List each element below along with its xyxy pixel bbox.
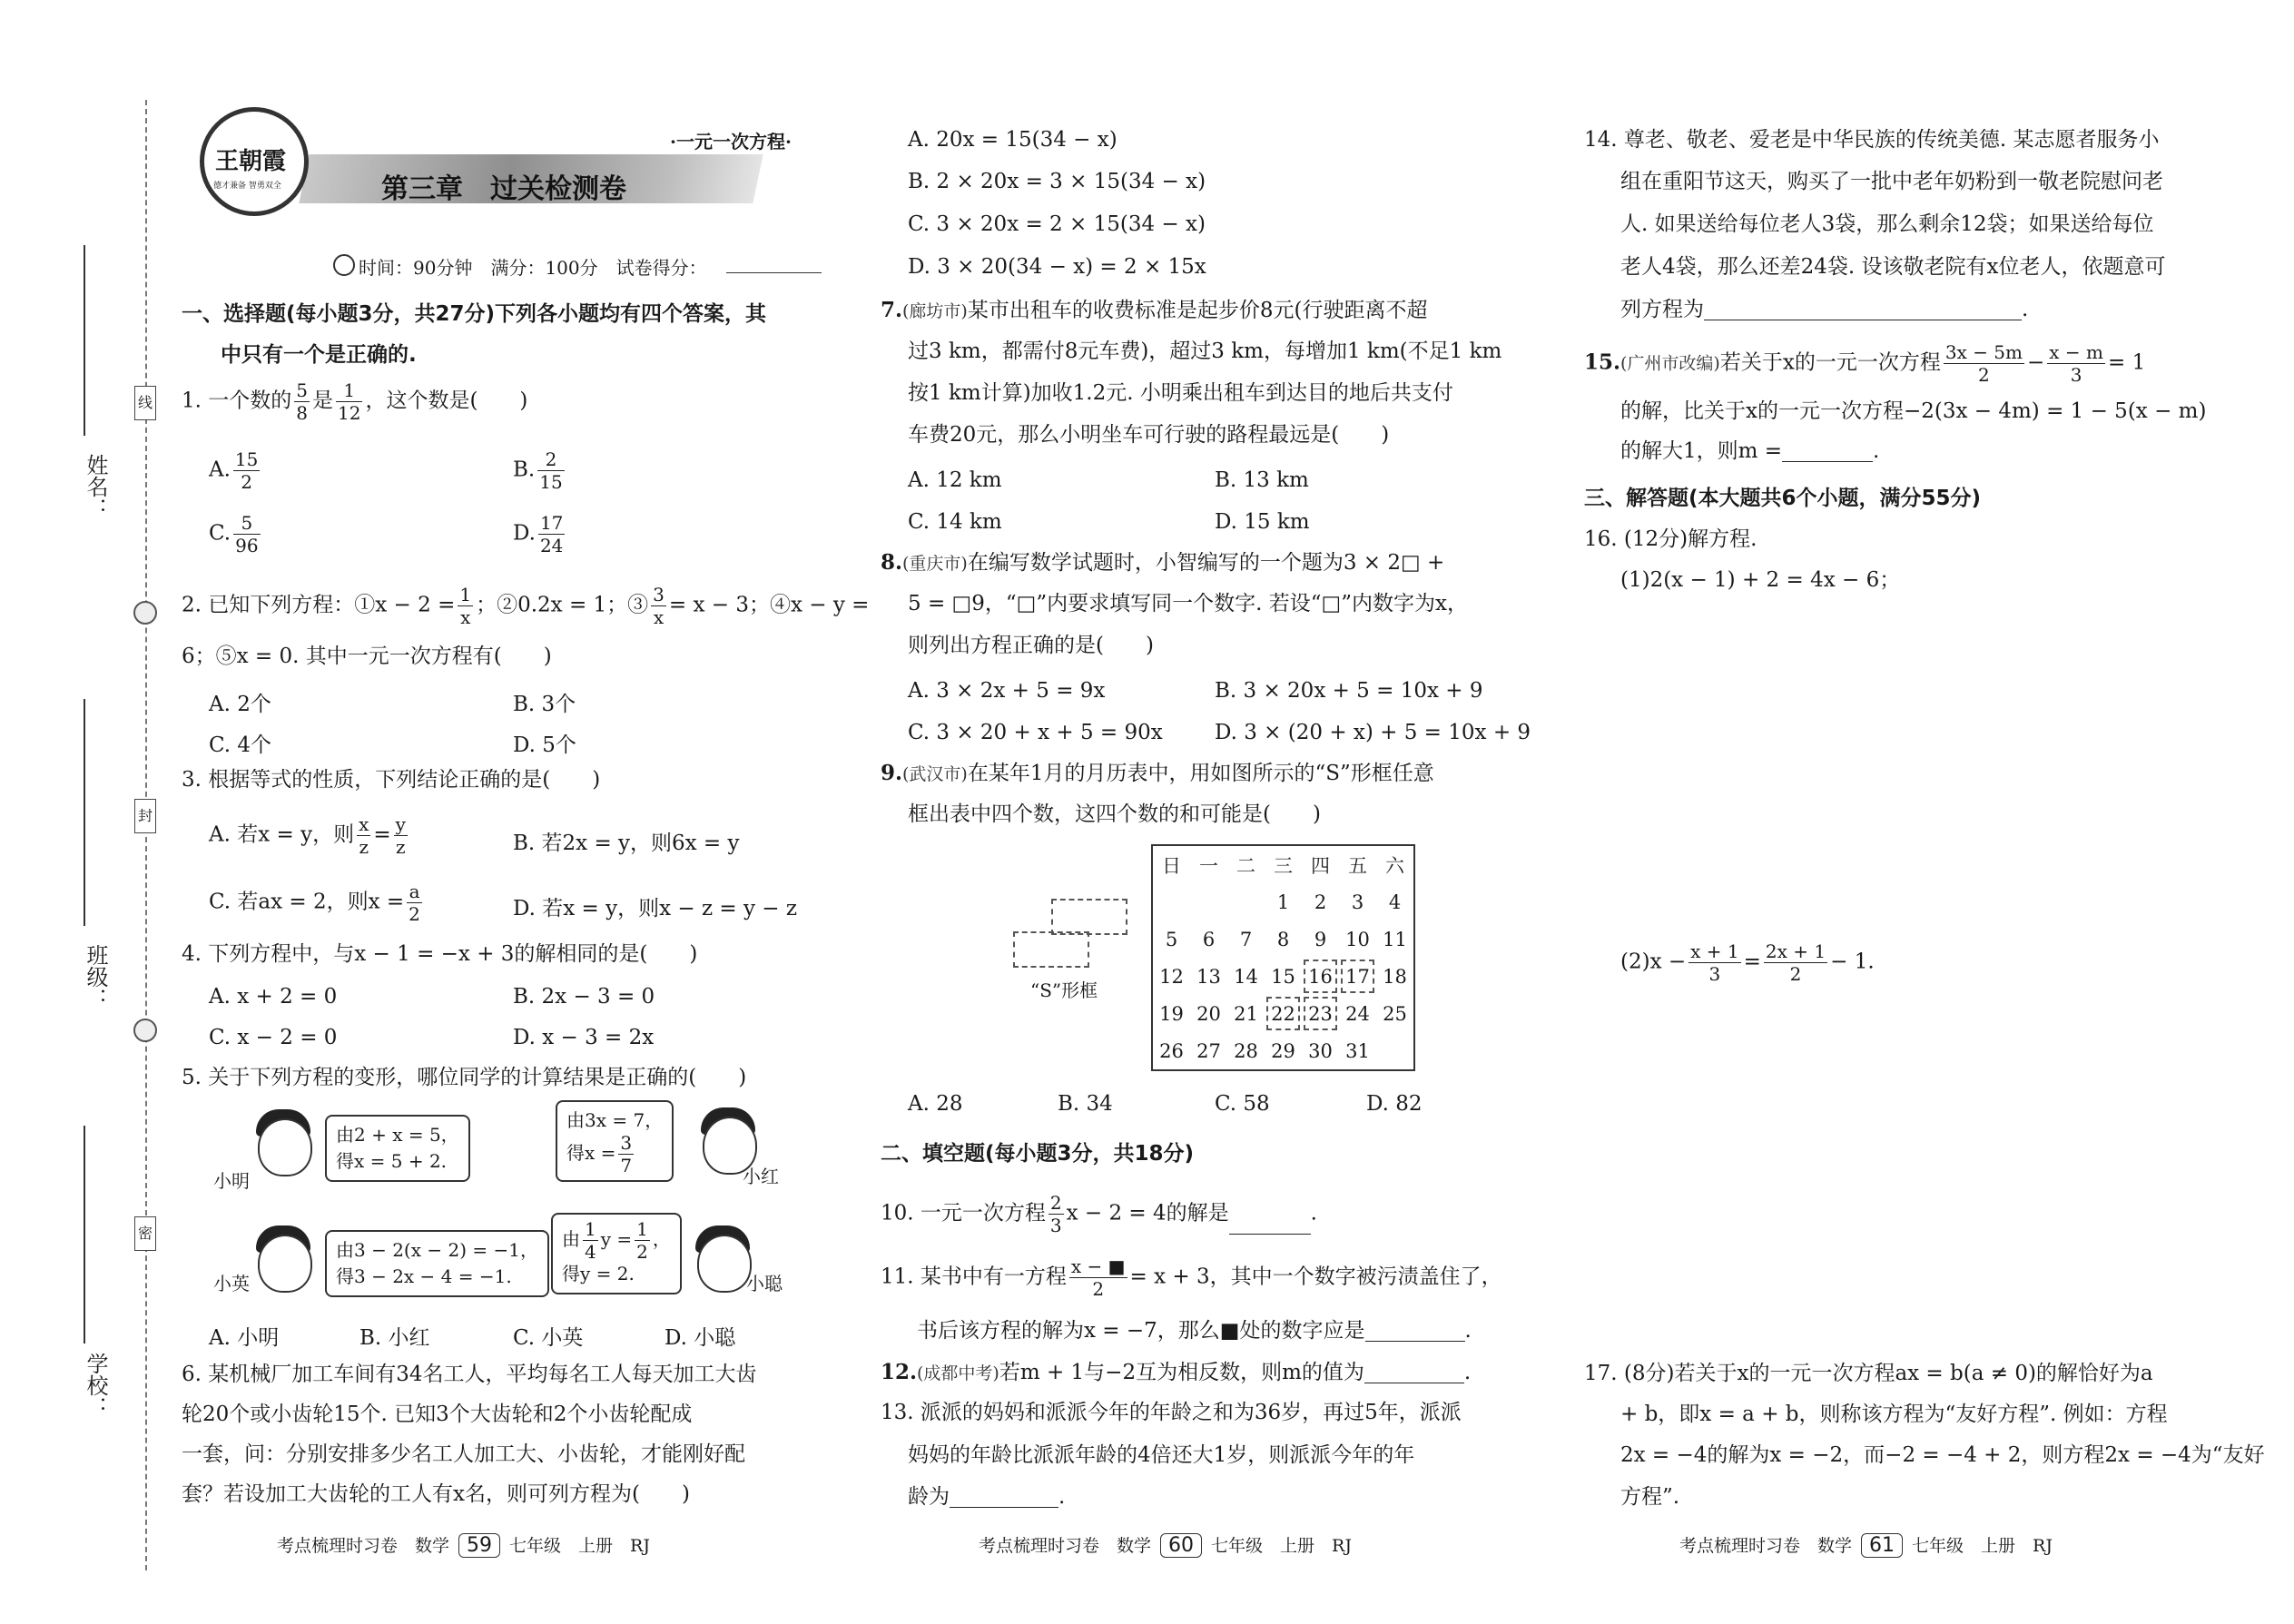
school-label: 学校： [83,1353,108,1418]
q4-option-d[interactable]: D. x − 3 = 2x [513,1026,655,1049]
q5-option-b[interactable]: B. 小红 [359,1326,430,1350]
q6-option-b[interactable]: B. 2 × 20x = 3 × 15(34 − x) [908,170,1206,193]
label-cong: 小聪 [746,1273,783,1294]
cal-cell: 18 [1383,965,1407,988]
label-hong: 小红 [743,1166,779,1187]
cal-head: 四 [1311,854,1330,877]
q2-option-d[interactable]: D. 5个 [513,733,576,757]
q8-option-a[interactable]: A. 3 × 2x + 5 = 9x [908,679,1106,703]
q2-option-c[interactable]: C. 4个 [209,733,272,757]
cal-cell [1376,1032,1414,1070]
q9-option-b[interactable]: B. 34 [1058,1092,1113,1116]
cal-head: 三 [1274,854,1293,877]
q1-option-c[interactable]: C. $\frac{5}{96}$ [209,512,259,556]
question-15-line2: 的解，比关于x的一元一次方程−2(3x − 4m) = 1 − 5(x − m) [1620,399,2207,423]
q15-answer-blank[interactable] [1782,443,1873,462]
cal-cell: 13 [1196,965,1221,988]
calendar-row [1152,1032,1414,1070]
question-13-line3: 龄为 . [908,1485,1066,1509]
question-17-line1: 17. (8分)若关于x的一元一次方程ax = b(a ≠ 0)的解恰好为a [1584,1362,2153,1385]
q9-option-c[interactable]: C. 58 [1215,1092,1270,1116]
question-9-line2: 框出表中四个数，这四个数的和可能是( ) [908,802,1321,826]
question-11-line2: 书后该方程的解为x = −7，那么■处的数字应是 . [917,1319,1472,1343]
cal-cell: 4 [1388,891,1402,913]
section1-heading: 一、选择题(每小题3分，共27分)下列各小题均有四个答案，其 [182,302,767,326]
section2-heading: 二、填空题(每小题3分，共18分) [881,1142,1195,1166]
label-ying: 小英 [213,1273,250,1294]
seal-motto: 德才兼备 智勇双全 [213,182,281,191]
question-7-line4: 车费20元，那么小明坐车可行驶的路程最远是( ) [908,423,1390,447]
cal-cell: 28 [1234,1039,1258,1062]
s-shape-top [1051,899,1127,935]
cal-cell: 12 [1159,965,1184,988]
q6-option-d[interactable]: D. 3 × 20(34 − x) = 2 × 15x [908,255,1206,279]
cal-cell-highlighted: 22 [1265,995,1302,1032]
q12-answer-blank[interactable] [1364,1364,1464,1383]
calendar-row [1152,958,1414,995]
cal-cell-highlighted: 17 [1339,958,1376,995]
cal-cell [1152,883,1190,920]
margin-mark-secret: 密 [134,1216,156,1251]
q3-option-a[interactable]: A. 若x = y，则 $\frac{x}{z}$ = $\frac{y}{z}$ [209,813,406,858]
question-15-line3: 的解大1，则m = . [1620,439,1880,463]
cal-cell: 20 [1196,1002,1221,1025]
q9-option-a[interactable]: A. 28 [908,1092,963,1116]
question-4: 4. 下列方程中，与x − 1 = −x + 3的解相同的是( ) [182,942,698,966]
q3-option-d[interactable]: D. 若x = y，则x − z = y − z [513,897,797,920]
cal-cell: 10 [1345,928,1370,950]
q14-answer-blank[interactable] [1704,301,2022,320]
question-14-line1: 14. 尊老、敬老、爱老是中华民族的传统美德. 某志愿者服务小 [1584,128,2160,152]
question-10: 10. 一元一次方程 $\frac{2}{3}$ x − 2 = 4的解是 . [881,1192,1317,1236]
question-11: 11. 某书中有一方程 $\frac{x - ■}{2}$ = x + 3，其中一个数字被污渍盖住了， [881,1255,1502,1300]
q6-option-a[interactable]: A. 20x = 15(34 − x) [908,128,1117,152]
question-17-line2: + b，即x = a + b，则称该方程为“友好方程”. 例如：方程 [1620,1403,2168,1426]
q2-option-b[interactable]: B. 3个 [513,693,576,716]
cal-cell: 7 [1239,928,1253,950]
question-7-line1: 7.(廊坊市)某市出租车的收费标准是起步价8元(行驶距离不超 [881,298,1428,322]
cal-cell: 29 [1271,1039,1295,1062]
q5-option-c[interactable]: C. 小英 [513,1326,584,1350]
bubble-ying: 由3 − 2(x − 2) = −1， 得3 − 2x − 4 = −1. [325,1230,549,1297]
class-label: 班级： [83,944,108,1009]
q1-option-d[interactable]: D. $\frac{17}{24}$ [513,512,564,556]
calendar-row [1152,883,1414,920]
cal-cell: 19 [1159,1002,1184,1025]
cal-cell: 26 [1159,1039,1184,1062]
q1-option-a[interactable]: A. $\frac{15}{2}$ [209,448,259,493]
kid-ying-icon [258,1235,312,1293]
question-14-line3: 人. 如果送给每位老人3袋，那么剩余12袋；如果送给每位 [1620,212,2154,236]
cal-cell: 11 [1383,928,1407,950]
bubble-cong: 由 $\frac{1}{4}$ y = $\frac{1}{2}$ ， 得y = 2. [551,1213,682,1294]
question-17-line3: 2x = −4的解为x = −2，而−2 = −4 + 2，则方程2x = −4为“友好 [1620,1443,2265,1467]
cal-cell: 15 [1271,965,1295,988]
cal-cell-highlighted: 16 [1302,958,1339,995]
question-9-line1: 9.(武汉市)在某年1月的月历表中，用如图所示的“S”形框任意 [881,761,1434,785]
q5-option-a[interactable]: A. 小明 [209,1326,280,1350]
question-16: 16. (12分)解方程. [1584,527,1757,551]
question-8-line3: 则列出方程正确的是( ) [908,634,1154,657]
name-label: 姓名： [83,454,108,519]
question-7-line2: 过3 km，都需付8元车费)，超过3 km，每增加1 km(不足1 km [908,340,1502,363]
cal-cell: 21 [1234,1002,1258,1025]
question-3: 3. 根据等式的性质，下列结论正确的是( ) [182,768,601,792]
question-2-line2: 6；⑤x = 0. 其中一元一次方程有( ) [182,645,552,668]
page-title: 第三章 过关检测卷 [381,173,626,205]
bubble-hong: 由3x = 7， 得x = $\frac{3}{7}$ [556,1100,674,1182]
q11-answer-blank[interactable] [1365,1323,1465,1342]
cal-cell: 30 [1308,1039,1333,1062]
q8-option-b[interactable]: B. 3 × 20x + 5 = 10x + 9 [1215,679,1483,703]
question-16-part1: (1)2(x − 1) + 2 = 4x − 6； [1620,568,1901,592]
question-16-part2: (2)x − $\frac{x + 1}{3}$ = $\frac{2x + 1}{2}$ − 1. [1620,940,1875,985]
question-7-line3: 按1 km计算)加收1.2元. 小明乘出租车到达目的地后共支付 [908,381,1453,405]
question-14-line5: 列方程为 . [1620,298,2029,321]
cal-head: 日 [1162,854,1181,877]
cal-cell: 8 [1276,928,1290,950]
question-15-line1: 15.(广州市改编)若关于x的一元一次方程 $\frac{3x - 5m}{2}$ − $\frac{x - m}{3}$ = 1 [1584,341,2146,386]
cal-cell: 24 [1345,1002,1370,1025]
question-17-line4: 方程”. [1620,1485,1680,1509]
footer-page-59: 考点梳理时习卷 数学 59 七年级 上册 RJ [277,1534,650,1557]
question-8-line1: 8.(重庆市)在编写数学试题时，小智编写的一个题为3 × 2□ + [881,550,1445,575]
q3-option-c[interactable]: C. 若ax = 2，则x = $\frac{a}{2}$ [209,881,420,925]
q3-option-b[interactable]: B. 若2x = y，则6x = y [513,832,740,855]
s-shape-label: “S”形框 [1030,979,1098,1001]
q8-option-c[interactable]: C. 3 × 20 + x + 5 = 90x [908,721,1163,744]
question-1: 1. 一个数的 $\frac{5}{8}$ 是 $\frac{1}{12}$ ，这个数是( ) [182,379,528,424]
cal-cell: 6 [1202,928,1216,950]
section1-heading-2: 中只有一个是正确的. [221,343,417,367]
calendar-row [1152,920,1414,958]
name-underline [84,245,85,436]
topic-tag: ·一元一次方程· [670,131,792,153]
clock-icon [333,254,355,276]
label-ming: 小明 [213,1170,250,1192]
binding-hole-icon [133,1019,157,1042]
cal-head: 六 [1385,854,1404,877]
q1-option-b[interactable]: B. $\frac{2}{15}$ [513,448,563,493]
q10-answer-blank[interactable] [1229,1216,1311,1235]
cal-cell: 14 [1234,965,1258,988]
s-shape-bottom [1013,931,1089,968]
binding-hole-icon [133,601,157,625]
class-underline [84,699,85,926]
question-14-line2: 组在重阳节这天，购买了一批中老年奶粉到一敬老院慰问老 [1620,170,2163,193]
cal-cell: 25 [1383,1002,1407,1025]
q7-option-a[interactable]: A. 12 km [908,468,1002,492]
margin-mark-seal: 封 [134,799,156,833]
q4-option-a[interactable]: A. x + 2 = 0 [209,985,338,1009]
exam-info: 时间：90分钟 满分：100分 试卷得分： [359,257,707,279]
question-6-line4: 套？若设加工大齿轮的工人有x名，则可列方程为( ) [182,1482,690,1506]
bubble-ming: 由2 + x = 5， 得x = 5 + 2. [325,1115,470,1182]
question-6-line1: 6. 某机械厂加工车间有34名工人，平均每名工人每天加工大齿 [182,1363,757,1386]
question-14-line4: 老人4袋，那么还差24袋. 设该敬老院有x位老人，依题意可 [1620,255,2166,279]
footer-page-61: 考点梳理时习卷 数学 61 七年级 上册 RJ [1679,1534,2053,1557]
question-13-line2: 妈妈的年龄比派派年龄的4倍还大1岁，则派派今年的年 [908,1443,1415,1467]
cal-cell: 1 [1276,891,1290,913]
cal-head: 二 [1236,854,1255,877]
q4-option-c[interactable]: C. x − 2 = 0 [209,1026,338,1049]
q2-option-a[interactable]: A. 2个 [209,693,271,716]
school-underline [84,1126,85,1343]
cal-cell [1227,883,1265,920]
cal-head: 一 [1199,854,1218,877]
calendar-row [1152,995,1414,1032]
cal-cell: 31 [1345,1039,1370,1062]
cal-cell: 5 [1165,928,1178,950]
question-8-line2: 5 = □9，“□”内要求填写同一个数字. 若设“□”内数字为x， [908,592,1468,615]
seal-text: 王朝霞 [215,148,287,175]
q4-option-b[interactable]: B. 2x − 3 = 0 [513,985,655,1009]
calendar-table [1151,844,1415,1071]
q13-answer-blank[interactable] [950,1489,1058,1508]
brand-seal-logo [200,107,309,216]
question-6-line2: 轮20个或小齿轮15个. 已知3个大齿轮和2个小齿轮配成 [182,1403,693,1426]
margin-mark-line: 线 [134,386,156,420]
cal-cell-highlighted: 23 [1302,995,1339,1032]
q7-option-b[interactable]: B. 13 km [1215,468,1309,492]
cal-cell [1190,883,1227,920]
question-6-line3: 一套，问：分别安排多少名工人加工大、小齿轮，才能刚好配 [182,1442,745,1466]
score-blank[interactable] [726,272,822,273]
question-2: 2. 已知下列方程：①x − 2 = $\frac{1}{x}$ ；②0.2x = 1；③ $\frac{3}{x}$ = x − 3；④x − y = [182,584,870,628]
cal-cell: 2 [1314,891,1327,913]
q6-option-c[interactable]: C. 3 × 20x = 2 × 15(34 − x) [908,212,1206,236]
kid-ming-icon [258,1118,312,1176]
question-5: 5. 关于下列方程的变形，哪位同学的计算结果是正确的( ) [182,1066,747,1089]
footer-page-60: 考点梳理时习卷 数学 60 七年级 上册 RJ [979,1534,1352,1557]
calendar-header-row [1152,845,1414,883]
q7-option-d[interactable]: D. 15 km [1215,510,1310,534]
q7-option-c[interactable]: C. 14 km [908,510,1002,534]
kid-cong-icon [697,1235,752,1293]
q5-option-d[interactable]: D. 小聪 [665,1326,736,1350]
cal-cell: 9 [1314,928,1327,950]
cal-cell: 27 [1196,1039,1221,1062]
binding-dashed-line [145,100,147,1570]
q9-option-d[interactable]: D. 82 [1366,1092,1423,1116]
q8-option-d[interactable]: D. 3 × (20 + x) + 5 = 10x + 9 [1215,721,1531,744]
section3-heading: 三、解答题(本大题共6个小题，满分55分) [1584,487,1982,510]
cal-head: 五 [1348,854,1367,877]
question-12: 12.(成都中考)若m + 1与−2互为相反数，则m的值为 . [881,1360,1472,1384]
question-13-line1: 13. 派派的妈妈和派派今年的年龄之和为36岁，再过5年，派派 [881,1401,1462,1424]
cal-cell: 3 [1351,891,1364,913]
